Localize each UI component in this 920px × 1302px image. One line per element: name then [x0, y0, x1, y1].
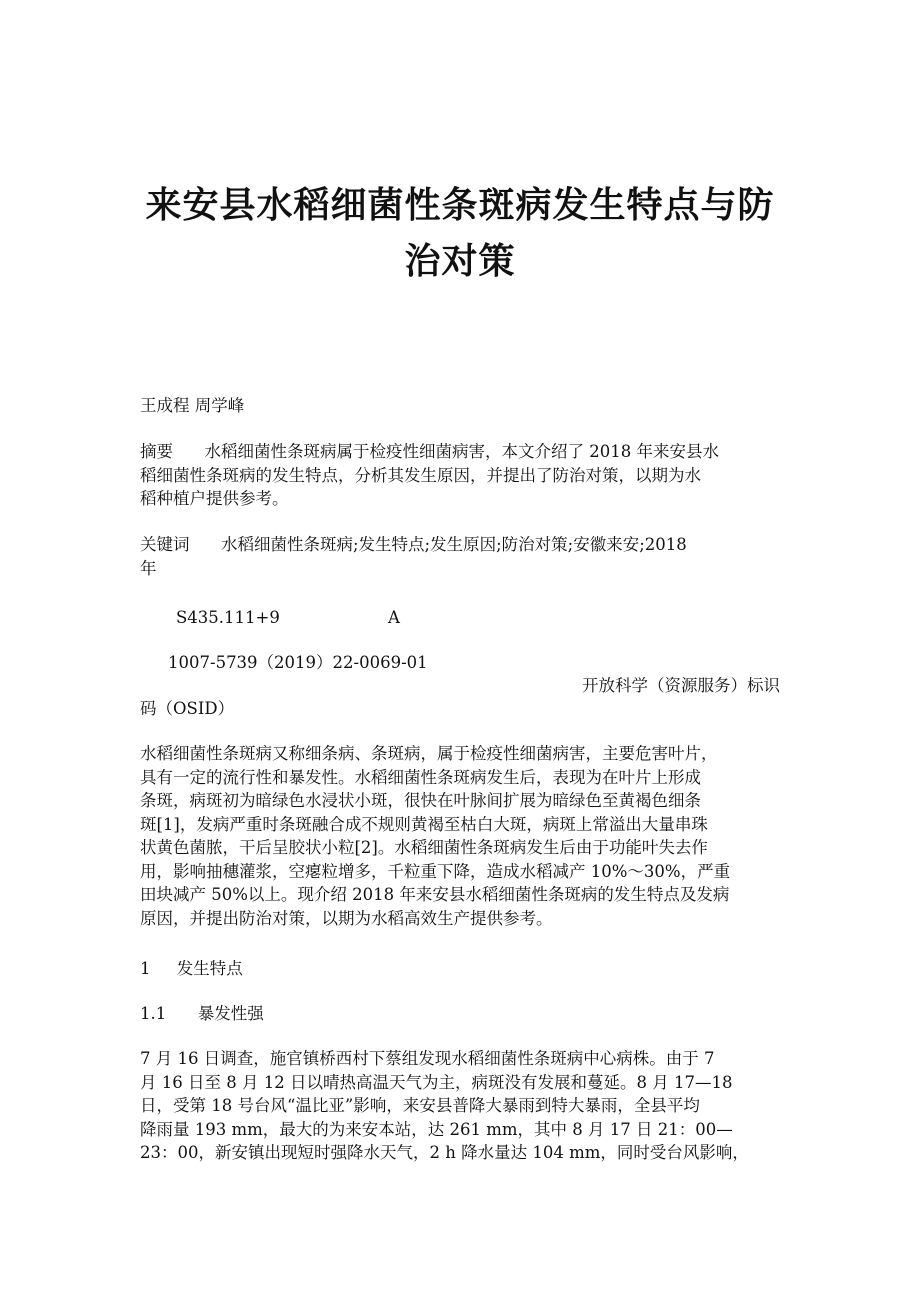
intro-line: 田块减产 50%以上。现介绍 2018 年来安县水稻细菌性条斑病的发生特点及发病	[140, 885, 730, 904]
intro-line: 斑[1]，发病严重时条斑融合成不规则黄褐至枯白大斑，病斑上常溢出大量串珠	[140, 814, 708, 834]
osid-line-2	[140, 697, 780, 721]
body-line: 23：00，新安镇出现短时强降水天气，2 h 降水量达 104 mm，同时受台风影响，	[140, 1143, 749, 1162]
body-paragraph	[140, 1047, 780, 1165]
osid-line-2-text: 码（OSID）	[140, 699, 235, 718]
authors-text: 王成程 周学峰	[140, 396, 245, 415]
body-line: 月 16 日至 8 月 12 日以晴热高温天气为主，病斑没有发展和蔓延。8 月 17—18	[140, 1072, 733, 1092]
clc-number	[176, 606, 296, 630]
intro-line: 原因，并提出防治对策，以期为水稻高效生产提供参考。	[140, 908, 553, 928]
article-id-text: 1007-5739（2019）22-0069-01	[168, 653, 428, 672]
keywords	[140, 533, 780, 580]
body-line: 降雨量 193 mm，最大的为来安本站，达 261 mm，其中 8 月 17 日 21：00—	[140, 1119, 733, 1139]
body-line: 日，受第 18 号台风“温比亚”影响，来安县普降大暴雨到特大暴雨，全县平均	[140, 1096, 700, 1115]
document-code-text: A	[388, 608, 400, 627]
section-heading-1-text: 1 发生特点	[140, 959, 243, 978]
intro-paragraph	[140, 742, 780, 930]
section-heading-1	[140, 957, 780, 981]
intro-line: 具有一定的流行性和暴发性。水稻细菌性条斑病发生后，表现为在叶片上形成	[140, 767, 701, 787]
article-id	[168, 651, 468, 675]
abstract-line-1: 摘要 水稻细菌性条斑病属于检疫性细菌病害，本文介绍了 2018 年来安县水	[140, 442, 719, 461]
article-title	[120, 178, 800, 290]
intro-line: 用，影响抽穗灌浆，空瘪粒增多，千粒重下降，造成水稻减产 10%～30%，严重	[140, 861, 731, 881]
title-line-1: 来安县水稻细菌性条斑病发生特点与防	[145, 185, 775, 226]
keywords-line-2: 年	[140, 558, 157, 578]
abstract-line-3: 稻种植户提供参考。	[140, 489, 289, 508]
osid-line-1-text: 开放科学（资源服务）标识	[582, 676, 780, 695]
clc-number-text: S435.111+9	[176, 608, 280, 627]
abstract-line-2: 稻细菌性条斑病的发生特点，分析其发生原因，并提出了防治对策，以期为水	[140, 465, 701, 485]
intro-line: 条斑，病斑初为暗绿色水浸状小斑，很快在叶脉间扩展为暗绿色至黄褐色细条	[140, 791, 701, 810]
body-line: 7 月 16 日调查，施官镇桥西村下蔡组发现水稻细菌性条斑病中心病株。由于 7	[140, 1049, 715, 1068]
intro-line: 水稻细菌性条斑病又称细条病、条斑病，属于检疫性细菌病害，主要危害叶片，	[140, 744, 718, 763]
intro-line: 状黄色菌脓，干后呈胶状小粒[2]。水稻细菌性条斑病发生后由于功能叶失去作	[140, 838, 708, 857]
osid-line-1	[140, 674, 780, 698]
title-line-2: 治对策	[404, 241, 516, 282]
document-code	[388, 606, 428, 630]
keywords-line-1: 关键词 水稻细菌性条斑病;发生特点;发生原因;防治对策;安徽来安;2018	[140, 535, 687, 554]
section-heading-1-1	[140, 1002, 780, 1026]
section-heading-1-1-text: 1.1 暴发性强	[140, 1004, 264, 1023]
authors	[140, 394, 780, 418]
abstract	[140, 440, 780, 511]
